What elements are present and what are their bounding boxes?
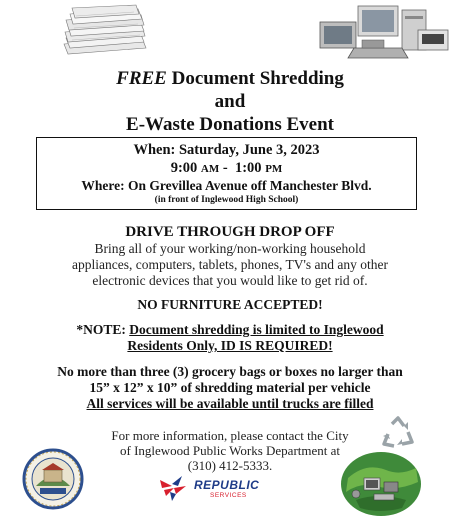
event-where: Where: On Grevillea Avenue off Manchester Blvd. — [81, 178, 372, 193]
bring-text-line2: appliances, computers, tablets, phones, TV's and any other — [72, 257, 388, 272]
time-end: 1:00 — [234, 160, 262, 176]
republic-services-logo — [158, 474, 274, 504]
event-where-note: (in front of Inglewood High School) — [154, 195, 299, 205]
time-start: 9:00 — [170, 160, 198, 176]
note-label: *NOTE: — [76, 322, 130, 337]
note-text-line1: Document shredding is limited to Inglewood — [129, 322, 384, 337]
time-separator: - — [219, 160, 235, 176]
title-free-label: FREE — [116, 68, 167, 89]
time-start-ampm: AM — [200, 163, 220, 175]
title-line1-text: Document Shredding — [166, 68, 344, 89]
paper-stack-image — [62, 4, 148, 56]
ewaste-globe-image — [326, 448, 436, 518]
republic-name: REPUBLIC — [194, 478, 260, 492]
limit-line2: 15” x 12” x 10” of shredding material per vehicle — [89, 380, 371, 395]
bring-text-line1: Bring all of your working/non-working household — [94, 241, 366, 256]
info-line1: For more information, please contact the City — [111, 428, 349, 443]
no-furniture-notice: NO FURNITURE ACCEPTED! — [137, 297, 323, 312]
limit-line3: All services will be available until trucks are filled — [86, 396, 374, 411]
event-title-line1 — [0, 68, 460, 90]
note-text-line2: Residents Only, ID IS REQUIRED! — [127, 338, 333, 353]
event-time — [37, 160, 416, 177]
event-details-box — [36, 137, 417, 210]
event-title-line3: E-Waste Donations Event — [126, 114, 334, 135]
recycle-icon — [380, 416, 416, 450]
bring-text-line3: electronic devices that you would like to get rid of. — [92, 273, 368, 288]
event-title-line2: and — [214, 91, 246, 112]
limit-line1: No more than three (3) grocery bags or boxes no larger than — [57, 364, 403, 379]
electronics-image — [318, 4, 450, 60]
republic-sub: SERVICES — [210, 492, 247, 499]
republic-eagle-icon — [158, 474, 188, 502]
note-line1 — [0, 322, 460, 338]
drive-through-heading: DRIVE THROUGH DROP OFF — [125, 224, 335, 240]
city-seal-logo — [22, 448, 84, 510]
time-end-ampm: PM — [265, 163, 283, 175]
event-when: When: Saturday, June 3, 2023 — [133, 142, 320, 158]
info-line3: (310) 412-5333. — [187, 458, 273, 473]
info-line2: of Inglewood Public Works Department at — [119, 443, 341, 458]
